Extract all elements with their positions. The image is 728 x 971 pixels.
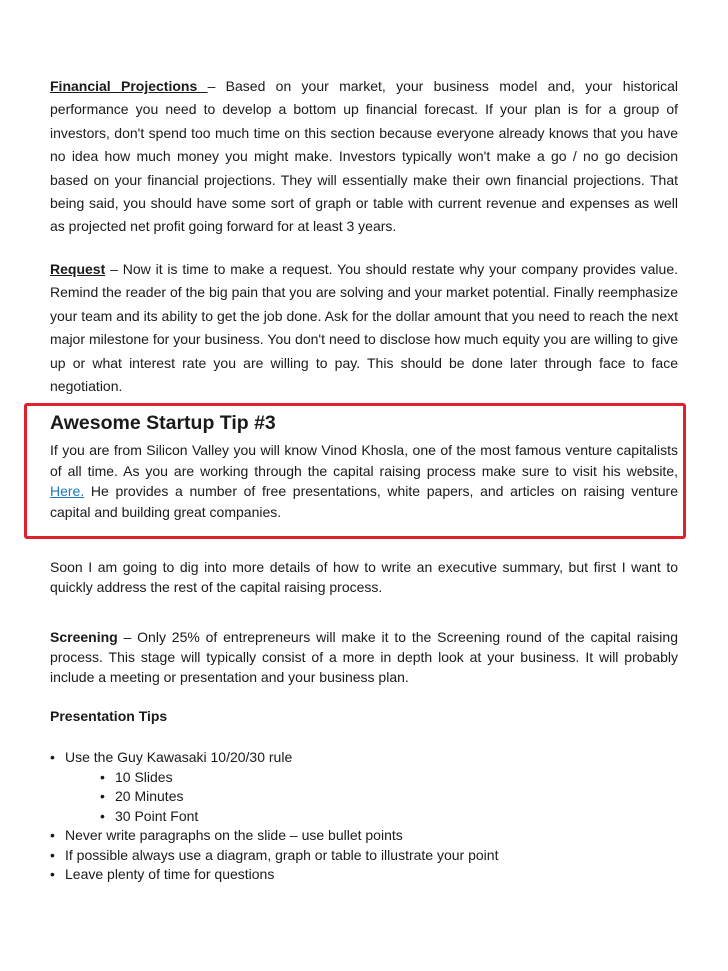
bullet-icon: •	[100, 807, 105, 824]
presentation-tips-heading: Presentation Tips	[50, 708, 168, 724]
sub-list-item: • 20 Minutes	[50, 787, 690, 807]
soon-paragraph: Soon I am going to dig into more details of how to write an executive summary, but first I want to quickly address the rest of the capital raising process.	[50, 559, 678, 595]
request-paragraph	[50, 258, 678, 398]
startup-tip-text-before: If you are from Silicon Valley you will know Vinod Khosla, one of the most famous venture capitalists of all time. As you are working through the capital raising process make sure to visit his website,	[50, 442, 678, 479]
request-text: – Now it is time to make a request. You should restate why your company provides value. Remind the reader of the big pain that you are solving and your market potential. Finally reemphasize your team and its ability to get the job done. Ask for the dollar amount that you need to reach the next major milestone for your business. You don't need to disclose how much equity you are willing to give up or what interest rate you are willing to pay. This should be done later through face to face negotiation.	[50, 261, 678, 395]
bullet-icon: •	[50, 846, 55, 863]
sub-list-item: • 10 Slides	[50, 768, 690, 788]
website-link[interactable]: Here.	[50, 483, 85, 499]
list-item: • If possible always use a diagram, graph or table to illustrate your point	[50, 846, 690, 866]
financial-projections-paragraph	[50, 75, 678, 239]
sub-list-item: • 30 Point Font	[50, 807, 690, 827]
list-item: • Leave plenty of time for questions	[50, 865, 690, 885]
bullet-icon: •	[100, 788, 105, 804]
startup-tip-title: Awesome Startup Tip #3	[50, 412, 276, 434]
list-item: • Use the Guy Kawasaki 10/20/30 rule	[50, 748, 690, 768]
startup-tip-text	[50, 440, 678, 522]
bullet-icon: •	[50, 827, 55, 843]
request-heading: Request	[50, 261, 106, 277]
list-item: • Never write paragraphs on the slide – use bullet points	[50, 826, 690, 846]
startup-tip-text-after: He provides a number of free presentations, white papers, and articles on raising venture capital and building great companies.	[50, 483, 678, 520]
screening-paragraph	[50, 627, 678, 687]
financial-projections-text: – Based on your market, your business model and, your historical performance you need to develop a bottom up financial forecast. If your plan is for a group of investors, don't spend too much time on this section because everyone already knows that you have no idea how much money you might make. Investors typically won't make a go / no go decision based on your financial projections. They will essentially make their own financial projections. That being said, you should have some sort of graph or table with current revenue and expenses as well as projected net profit going forward for at least 3 years.	[50, 78, 678, 235]
bullet-icon: •	[50, 866, 55, 882]
presentation-tips-list	[50, 748, 690, 885]
screening-text: – Only 25% of entrepreneurs will make it to the Screening round of the capital raising process. This stage will typically consist of a more in depth look at your business. It will probably include a meeting or presentation and your business plan.	[50, 629, 678, 685]
financial-projections-heading: Financial Projections	[50, 78, 208, 94]
screening-heading: Screening	[50, 629, 118, 645]
bullet-icon: •	[100, 768, 105, 785]
bullet-icon: •	[50, 749, 55, 765]
